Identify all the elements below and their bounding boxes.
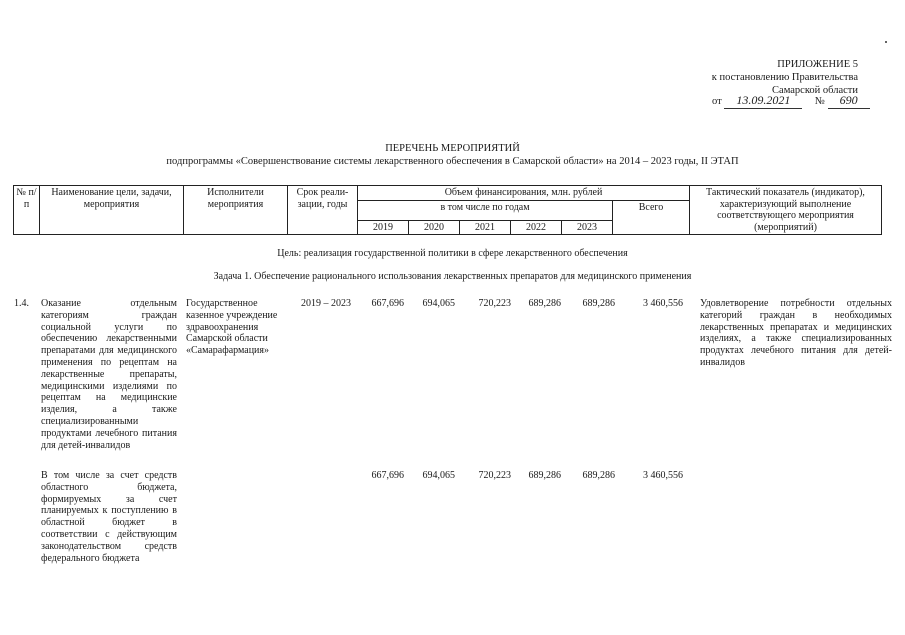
header-year-2020: 2020 bbox=[409, 220, 460, 235]
header-including-by-years: в том числе по годам bbox=[358, 200, 613, 220]
row-2-value-2021: 720,223 bbox=[478, 470, 511, 481]
row-1-value-2019: 667,696 bbox=[371, 298, 404, 309]
appendix-line-region: Самарской области bbox=[772, 85, 858, 96]
row-1-number: 1.4. bbox=[14, 298, 29, 309]
header-year-2023: 2023 bbox=[562, 220, 613, 235]
appendix-signature-line bbox=[712, 93, 870, 109]
header-total: Всего bbox=[613, 200, 690, 235]
row-2-measure-name: В том числе за счет средств областного бюджета, формируемых за счет планируемых к поступлению в областной бюджет в соответствии с действующим законодательством средств федерального бюджета bbox=[41, 470, 177, 564]
scan-speck bbox=[885, 41, 887, 43]
document-title: ПЕРЕЧЕНЬ МЕРОПРИЯТИЙ bbox=[385, 143, 520, 154]
header-term: Срок реали-зации, годы bbox=[288, 186, 358, 235]
header-year-2019: 2019 bbox=[358, 220, 409, 235]
number-label: № bbox=[814, 96, 825, 107]
row-1-value-2021: 720,223 bbox=[478, 298, 511, 309]
measures-table-header bbox=[13, 185, 882, 235]
row-2-value-2022: 689,286 bbox=[528, 470, 561, 481]
header-name: Наименование цели, задачи, мероприятия bbox=[40, 186, 184, 235]
header-funding: Объем финансирования, млн. рублей bbox=[358, 186, 690, 201]
header-num: № п/п bbox=[14, 186, 40, 235]
header-year-2022: 2022 bbox=[511, 220, 562, 235]
row-1-value-2023: 689,286 bbox=[582, 298, 615, 309]
document-subtitle: подпрограммы «Совершенствование системы лекарственного обеспечения в Самарской области» на 2014 – 2023 годы, II ЭТАП bbox=[166, 156, 739, 167]
header-indicator: Тактический показатель (индикатор), характеризующий выполнение соответствующего мероприятия (мероприятий) bbox=[690, 186, 882, 235]
row-1-executor: Государственное казенное учреждение здравоохранения Самарской области «Самарафармация» bbox=[186, 298, 278, 357]
row-1-measure-name: Оказание отдельным категориям граждан социальной услуги по обеспечению лекарственными препаратами для медицинского применения по рецептам на лекарственные препараты, медицинскими изделиями по рецептам на медицинские изделия, а также специализированными продуктами лечебного питания для детей-инвалидов bbox=[41, 298, 177, 451]
handwritten-number: 690 bbox=[828, 93, 870, 109]
header-year-2021: 2021 bbox=[460, 220, 511, 235]
task-line: Задача 1. Обеспечение рационального использования лекарственных препаратов для медицинского применения bbox=[213, 271, 692, 282]
row-1-indicator: Удовлетворение потребности отдельных категорий граждан в необходимых лекарственных препаратах и медицинских изделиях, а также специализированных продуктах лечебного питания для детей-инвалидов bbox=[700, 298, 892, 368]
header-executors: Исполнители мероприятия bbox=[184, 186, 288, 235]
appendix-line-decree: к постановлению Правительства bbox=[711, 72, 858, 83]
row-2-value-2023: 689,286 bbox=[582, 470, 615, 481]
row-1-term: 2019 – 2023 bbox=[301, 298, 351, 309]
date-label: от bbox=[712, 96, 722, 107]
row-2-total: 3 460,556 bbox=[643, 470, 683, 481]
handwritten-date: 13.09.2021 bbox=[724, 93, 802, 109]
row-2-value-2020: 694,065 bbox=[422, 470, 455, 481]
row-1-value-2020: 694,065 bbox=[422, 298, 455, 309]
appendix-title: ПРИЛОЖЕНИЕ 5 bbox=[777, 59, 858, 70]
row-1-value-2022: 689,286 bbox=[528, 298, 561, 309]
row-2-value-2019: 667,696 bbox=[371, 470, 404, 481]
goal-line: Цель: реализация государственной политики в сфере лекарственного обеспечения bbox=[277, 248, 628, 259]
row-1-total: 3 460,556 bbox=[643, 298, 683, 309]
